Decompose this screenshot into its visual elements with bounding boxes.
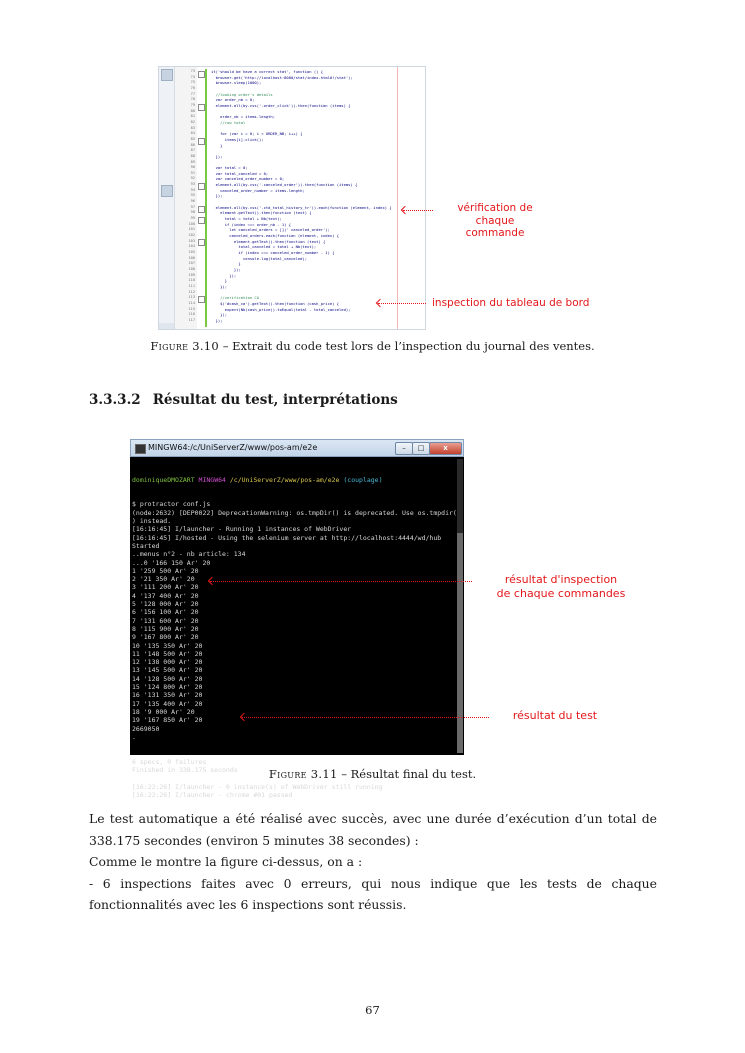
line-number: 113 [188, 295, 195, 300]
line-number: 109 [188, 272, 195, 277]
code-line: element.getText().then(function (text) { [211, 210, 312, 216]
code-line: }); [211, 272, 237, 278]
code-line: $('#cash_ca').getText().then(function (cash_price) { [211, 300, 340, 306]
terminal-line: [16:22:26] I/launcher - 0 instance(s) of WebDriver still running [132, 782, 383, 791]
line-number: 79 [190, 102, 195, 107]
annotation-arrow [210, 581, 472, 582]
code-line: for (var i = 0; i < ORDER_NB; i++) { [211, 131, 303, 137]
code-line: let canceled_orders = [](' canceled_order'); [211, 227, 330, 233]
code-line: } [211, 278, 228, 284]
line-number: 94 [190, 187, 195, 192]
paragraph: Comme le montre la figure ci-dessus, on a : [89, 854, 363, 869]
section-title: Résultat du test, interprétations [152, 392, 398, 408]
terminal-lines [132, 500, 456, 799]
line-number: 102 [188, 233, 195, 238]
annotation-dashboard: inspection du tableau de bord [432, 297, 590, 309]
terminal-line: 2669050 [132, 724, 160, 733]
line-number: 89 [190, 159, 195, 164]
terminal-line: ...0 '166 150 Ar' 20 [132, 558, 211, 567]
line-number: 103 [188, 238, 195, 243]
terminal-line: $ protractor conf.js [132, 500, 211, 509]
figure-3-11-caption [0, 767, 745, 781]
fold-icon [198, 138, 205, 145]
code-line: var total_canceled = 0; [211, 170, 269, 176]
terminal-line: 4 '137 400 Ar' 20 [132, 591, 199, 600]
line-number: 117 [188, 317, 195, 322]
code-screenshot [158, 66, 426, 330]
terminal-line: 15 '124 800 Ar' 20 [132, 683, 203, 692]
bookmark-icon [161, 185, 173, 197]
figure-label: Figure 3.11 [268, 767, 338, 781]
code-line: items[i].click(); [211, 136, 264, 142]
scrollbar-thumb[interactable] [457, 533, 463, 753]
code-line: }); [211, 317, 223, 323]
line-number: 81 [190, 114, 195, 119]
terminal-line: 10 '135 350 Ar' 20 [132, 641, 203, 650]
line-number: 112 [188, 289, 195, 294]
line-number: 83 [190, 125, 195, 130]
terminal-line: 7 '131 600 Ar' 20 [132, 616, 199, 625]
terminal-line: 2 '21 350 Ar' 20 [132, 575, 195, 584]
terminal-line: 9 '167 800 Ar' 20 [132, 633, 199, 642]
line-number: 76 [190, 85, 195, 90]
terminal-line: 14 '128 500 Ar' 20 [132, 674, 203, 683]
code-line: }); [211, 153, 223, 159]
prompt-path: /c/UniServerZ/www/pos-am/e2e [229, 475, 340, 484]
code-line: //verification CA [211, 295, 260, 301]
terminal-line [132, 749, 456, 757]
terminal-scrollbar[interactable] [457, 459, 463, 753]
line-number: 101 [188, 227, 195, 232]
line-numbers [175, 69, 195, 324]
line-number: 82 [190, 119, 195, 124]
line-number: 92 [190, 176, 195, 181]
code-line: browser.sleep(1000); [211, 80, 262, 86]
code-line: }); [211, 193, 223, 199]
code-line: //row total [211, 119, 246, 125]
editor-left-bar [159, 67, 175, 329]
close-button[interactable]: x [429, 442, 462, 455]
scroll-up-icon [161, 69, 173, 81]
annotation-verification: vérification de chaque commande [457, 202, 533, 239]
prompt-host: MINGW64 [198, 475, 226, 484]
code-line: it('should be have a correct stat', function () { [211, 69, 324, 74]
fold-icon [198, 296, 205, 303]
code-line: order_nb = items.length; [211, 114, 276, 120]
terminal-line: [16:16:45] I/launcher - Running 1 instances of WebDriver [132, 525, 352, 534]
line-number: 78 [190, 97, 195, 102]
fold-icon [198, 239, 205, 246]
code-line: }); [211, 312, 228, 318]
annotation-arrow [403, 210, 433, 211]
annotation-arrow [378, 303, 426, 304]
line-number: 116 [188, 312, 195, 317]
line-number: 96 [190, 199, 195, 204]
maximize-button[interactable]: □ [412, 442, 430, 455]
minimize-button[interactable]: – [395, 442, 413, 455]
annotation-inspection-result: résultat d'inspection de chaque commandes [496, 573, 626, 600]
code-line: console.log(total_canceled); [211, 255, 308, 261]
terminal-line: 1 '259 500 Ar' 20 [132, 566, 199, 575]
line-number: 110 [188, 278, 195, 283]
terminal-line: (node:2632) [DEP0022] DeprecationWarning: os.tmpDir() is deprecated. Use os.tmpdir( [132, 508, 457, 517]
line-number: 91 [190, 170, 195, 175]
line-number: 104 [188, 244, 195, 249]
code-line: canceled_orders.each(function (element, index) { [211, 233, 340, 239]
fold-icon [198, 217, 205, 224]
line-number: 80 [190, 108, 195, 113]
fold-icon [198, 206, 205, 213]
terminal-line: 19 '167 850 Ar' 20 [132, 716, 203, 725]
line-number: 100 [188, 221, 195, 226]
terminal-line: 3 '111 200 Ar' 20 [132, 583, 199, 592]
terminal-line: Finished in 338.175 seconds [132, 765, 238, 774]
terminal-line: ) instead. [132, 517, 172, 526]
line-number: 75 [190, 80, 195, 85]
line-number: 107 [188, 261, 195, 266]
annotation-arrow [242, 717, 489, 718]
editor-scrollbar [159, 323, 174, 329]
line-number: 86 [190, 142, 195, 147]
terminal-line: 8 '115 900 Ar' 20 [132, 624, 199, 633]
section-number: 3.3.3.2 [89, 392, 141, 408]
figure-3-10-caption [0, 339, 745, 353]
terminal-line: 16 '131 350 Ar' 20 [132, 691, 203, 700]
terminal-titlebar [130, 439, 464, 457]
code-line: element.getText().then(function (text) { [211, 238, 326, 244]
line-number: 88 [190, 153, 195, 158]
code-line: expect(Nb(cash_price)).toEqual(total - total_canceled); [211, 306, 351, 312]
line-number: 93 [190, 182, 195, 187]
terminal-line [132, 741, 456, 749]
code-line: element.all(by.css('.canceled_order')).then(function (items) { [211, 182, 358, 188]
line-number: 77 [190, 91, 195, 96]
terminal-line: 18 '9 000 Ar' 20 [132, 707, 195, 716]
terminal-prompt [132, 476, 456, 484]
figure-caption-text: – Extrait du code test lors de l’inspection du journal des ventes. [219, 339, 595, 353]
line-number: 111 [188, 283, 195, 288]
body-text [89, 808, 657, 916]
terminal-line: ..menus n°2 - nb article: 134 [132, 550, 246, 559]
terminal-line: Started [132, 541, 160, 550]
line-number: 106 [188, 255, 195, 260]
code-line: var total = 0; [211, 165, 248, 171]
code-line: var canceled_order_number = 0; [211, 176, 285, 182]
code-line: }); [211, 266, 241, 272]
terminal-title: MINGW64:/c/UniServerZ/www/pos-am/e2e [148, 443, 318, 452]
code-line: } [211, 261, 241, 267]
code-line: //looking order's details [211, 91, 273, 97]
line-number: 114 [188, 300, 195, 305]
code-line: element.all(by.css('.ctd_total_history_tr')).each(function (element, index) { [211, 204, 392, 210]
line-number: 73 [190, 69, 195, 73]
figure-label: Figure 3.10 [150, 339, 220, 353]
line-number: 95 [190, 193, 195, 198]
paragraph: Le test automatique a été réalisé avec succès, avec une durée d’exécution d’un total de 338.175 secondes (environ 5 minutes 38 secondes) : [89, 811, 657, 848]
line-number: 98 [190, 210, 195, 215]
code-line: total = total + Nb(text); [211, 216, 282, 222]
page-number: 67 [365, 1003, 380, 1017]
terminal-line: 6 specs, 0 failures [132, 757, 207, 766]
terminal-line: 17 '135 400 Ar' 20 [132, 699, 203, 708]
paragraph: - 6 inspections faites avec 0 erreurs, qui nous indique que les tests de chaque fonctionnalités avec les 6 inspections sont réussis. [89, 875, 657, 912]
terminal-line: 6 '156 100 Ar' 20 [132, 608, 199, 617]
line-number: 105 [188, 250, 195, 254]
section-heading [89, 392, 398, 408]
annotation-test-result: résultat du test [512, 709, 598, 722]
code-line: element.all(by.css('.order_click')).then(function (items) { [211, 102, 351, 108]
line-number: 99 [190, 216, 195, 221]
prompt-user: dominiqueDMOZART [132, 475, 195, 484]
line-number: 90 [190, 165, 195, 170]
line-number: 74 [190, 74, 195, 79]
terminal-line: . [132, 732, 136, 741]
fold-icon [198, 104, 205, 111]
fold-icon [198, 183, 205, 190]
code-line: } [211, 142, 223, 148]
figure-caption-text: – Résultat final du test. [337, 767, 477, 781]
line-number: 97 [190, 204, 195, 209]
line-number: 108 [188, 266, 195, 271]
line-number: 84 [190, 131, 195, 136]
fold-markers [197, 67, 205, 329]
code-line: var order_nb = 0; [211, 97, 255, 103]
changed-lines-marker [205, 69, 207, 327]
code-line: }); [211, 283, 228, 289]
prompt-branch: (couplage) [343, 475, 383, 484]
terminal-line: [16:22:26] I/launcher - chrome #01 passed [132, 790, 293, 799]
code-line: if (index === canceled_order_number - 1) { [211, 250, 335, 255]
fold-icon [198, 71, 205, 78]
code-line: browser.get('http://localhost:8000/stat/index.html#!/stat'); [211, 74, 353, 80]
terminal-icon [135, 444, 146, 454]
terminal-line: 12 '138 000 Ar' 20 [132, 658, 203, 667]
line-number: 115 [188, 306, 195, 311]
code-line: if (index === order_nb - 1) { [211, 221, 292, 227]
code-line: total_canceled = total + Nb(text); [211, 244, 317, 250]
terminal-line: [16:16:45] I/hosted - Using the selenium server at http://localhost:4444/wd/hub [132, 533, 442, 542]
code-text [211, 69, 423, 324]
line-number: 85 [190, 136, 195, 141]
code-line: canceled_order_number = items.length; [211, 187, 305, 193]
terminal-line: 11 '148 500 Ar' 20 [132, 649, 203, 658]
terminal-line: 13 '145 500 Ar' 20 [132, 666, 203, 675]
line-number: 87 [190, 148, 195, 153]
terminal-line: 5 '128 000 Ar' 20 [132, 600, 199, 609]
